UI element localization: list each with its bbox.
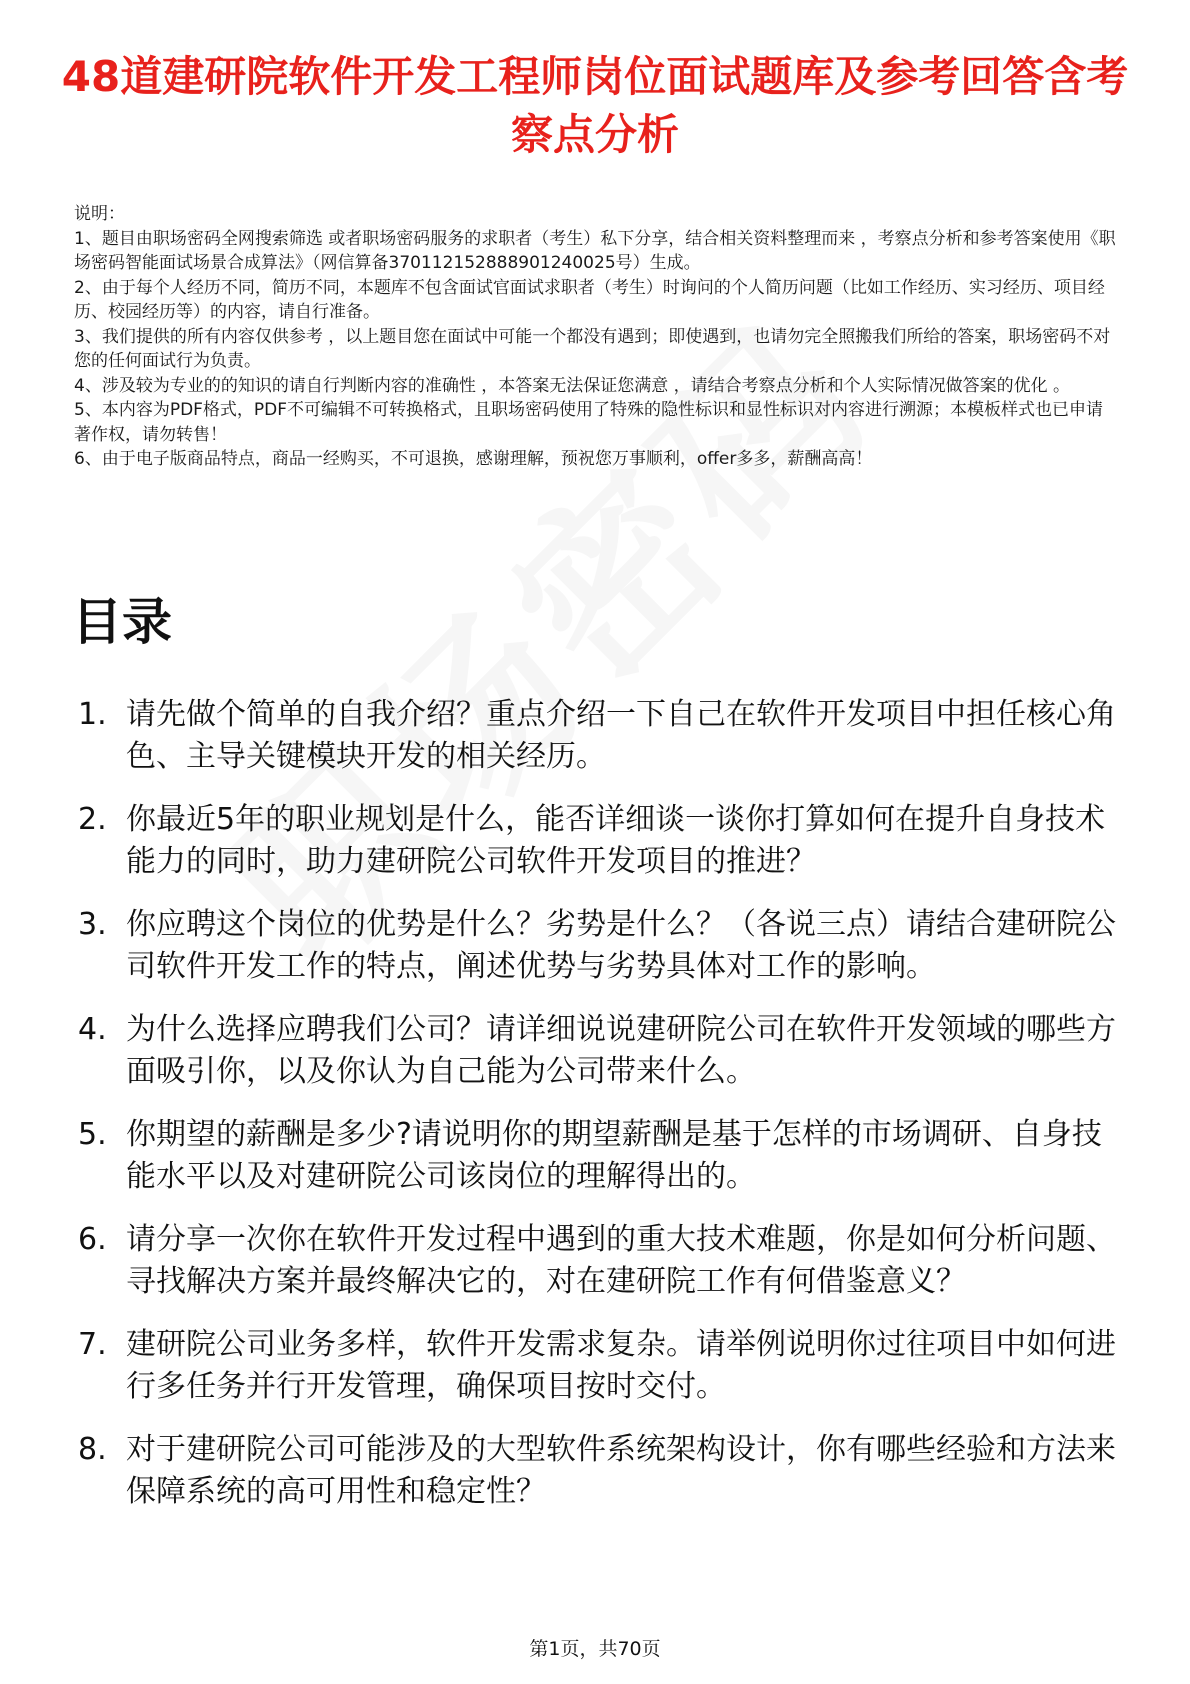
toc-item[interactable]: [78, 904, 1128, 988]
toc-item-number: 8.: [78, 1432, 107, 1467]
note-line: 1、题目由职场密码全网搜索筛选 或者职场密码服务的求职者（考生）私下分享，结合相关资料整理而来 ，考察点分析和参考答案使用《职场密码智能面试场景合成算法》（网信算备370112152888901240025号）生成。: [74, 228, 1116, 273]
toc-item-number: 7.: [78, 1327, 107, 1362]
notes-section: [74, 202, 1116, 472]
page-footer: 第1页，共70页: [529, 1638, 661, 1660]
toc-item-text: 你应聘这个岗位的优势是什么？劣势是什么？（各说三点）请结合建研院公司软件开发工作的特点，阐述优势与劣势具体对工作的影响。: [126, 907, 1116, 984]
toc-item-text: 请分享一次你在软件开发过程中遇到的重大技术难题，你是如何分析问题、寻找解决方案并最终解决它的，对在建研院工作有何借鉴意义？: [126, 1222, 1116, 1299]
toc-list: [78, 694, 1128, 1534]
toc-item[interactable]: [78, 1009, 1128, 1093]
toc-item-text: 对于建研院公司可能涉及的大型软件系统架构设计，你有哪些经验和方法来保障系统的高可用性和稳定性？: [126, 1432, 1116, 1509]
toc-item-text: 你最近5年的职业规划是什么，能否详细谈一谈你打算如何在提升自身技术能力的同时，助力建研院公司软件开发项目的推进？: [126, 802, 1106, 879]
toc-item-text: 为什么选择应聘我们公司？请详细说说建研院公司在软件开发领域的哪些方面吸引你，以及你认为自己能为公司带来什么。: [126, 1012, 1116, 1089]
note-line: 3、我们提供的所有内容仅供参考 ，以上题目您在面试中可能一个都没有遇到；即使遇到，也请勿完全照搬我们所给的答案，职场密码不对您的任何面试行为负责。: [74, 326, 1111, 371]
toc-item-text: 请先做个简单的自我介绍？重点介绍一下自己在软件开发项目中担任核心角色、主导关键模块开发的相关经历。: [126, 697, 1116, 774]
toc-item-number: 5.: [78, 1117, 107, 1152]
toc-item[interactable]: [78, 694, 1128, 778]
toc-item[interactable]: [78, 1219, 1128, 1303]
toc-item[interactable]: [78, 799, 1128, 883]
note-line: 2、由于每个人经历不同，简历不同，本题库不包含面试官面试求职者（考生）时询问的个人简历问题（比如工作经历、实习经历、项目经历、校园经历等）的内容，请自行准备。: [74, 277, 1105, 322]
toc-item-number: 4.: [78, 1012, 107, 1047]
toc-item-number: 2.: [78, 802, 107, 837]
toc-item-text: 你期望的薪酬是多少?请说明你的期望薪酬是基于怎样的市场调研、自身技能水平以及对建研院公司该岗位的理解得出的。: [126, 1117, 1102, 1194]
note-line: 4、涉及较为专业的的知识的请自行判断内容的准确性 ，本答案无法保证您满意 ，请结合考察点分析和个人实际情况做答案的优化 。: [74, 375, 1071, 396]
document-title: 48道建研院软件开发工程师岗位面试题库及参考回答含考察点分析: [61, 52, 1129, 159]
note-line: 6、由于电子版商品特点，商品一经购买，不可退换，感谢理解，预祝您万事顺利，offer多多，薪酬高高！: [74, 449, 873, 469]
toc-item[interactable]: [78, 1324, 1128, 1408]
toc-item[interactable]: [78, 1429, 1128, 1513]
note-line: 5、本内容为PDF格式，PDF不可编辑不可转换格式，且职场密码使用了特殊的隐性标识和显性标识对内容进行溯源；本模板样式也已申请著作权，请勿转售！: [74, 400, 1104, 445]
toc-item-number: 1.: [78, 697, 107, 732]
toc-item-number: 6.: [78, 1222, 107, 1257]
notes-label: 说明：: [74, 204, 125, 224]
toc-item-number: 3.: [78, 907, 107, 942]
toc-item-text: 建研院公司业务多样，软件开发需求复杂。请举例说明你过往项目中如何进行多任务并行开发管理，确保项目按时交付。: [126, 1327, 1116, 1404]
toc-item[interactable]: [78, 1114, 1128, 1198]
toc-heading: 目录: [72, 593, 172, 651]
